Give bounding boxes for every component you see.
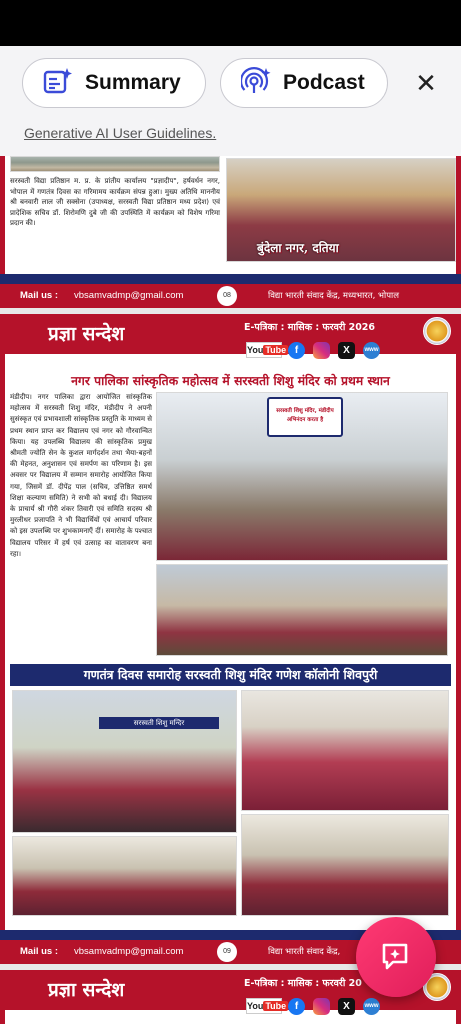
photo-datia [226,158,456,262]
photo-top-left [10,156,220,172]
facebook-icon[interactable]: f [288,998,305,1015]
magazine-title: प्रज्ञा सन्देश [48,323,125,345]
www-icon[interactable]: www [363,342,380,359]
article-text-prev: सरस्वती विद्या प्रतिष्ठान म. प्र. के प्रांतीय कार्यालय "प्रज्ञादीप", हर्षवर्धन नगर, भोपाल में गणतंत्र दिवस का गरिमामय कार्यक्रम संपन्न हुआ। मुख्य अतिथि माननीय श्री बनवारी लाल जी सक्सेना (उपाध्यक्ष, सरस्वती विद्या प्रतिष्ठान मध्य प्रदेश) एवं प्रादेशिक सचिव डॉ. शिरोमणि दुबे जी की उपस्थिति में कार्यक्रम को विशेष गरिमा प्रदान की। [10,177,220,227]
page-number: 09 [217,942,237,962]
footer-org: विद्या भारती संवाद केंद्र, [268,947,341,957]
close-icon[interactable]: ✕ [415,69,437,99]
magazine-title: प्रज्ञा सन्देश [48,979,125,1001]
youtube-icon[interactable]: You Tube [246,342,282,358]
x-icon[interactable]: X [338,998,355,1015]
facebook-icon[interactable]: f [288,342,305,359]
footer-mail-label: Mail us : [20,946,59,957]
photo-caption-datia: बुंदेला नगर, दतिया [257,241,339,255]
photo-school-building [12,690,237,833]
footer-org: विद्या भारती संवाद केंद्र, मध्यभारत, भोपाल [268,291,400,301]
headline-culture-fest: नगर पालिका सांस्कृतिक महोत्सव में सरस्वती शिशु मंदिर को प्रथम स्थान [71,373,390,388]
summary-sparkle-icon [43,67,73,99]
footer-mail-label: Mail us : [20,290,59,301]
ai-guidelines-link[interactable]: Generative AI User Guidelines. [24,125,217,141]
photo-assembly [12,836,237,916]
photo-award-ceremony [156,392,448,561]
photo-parade [241,814,449,916]
status-bar [0,0,461,46]
x-icon[interactable]: X [338,342,355,359]
headline-republic-day: गणतंत्र दिवस समारोह सरस्वती शिशु मंदिर गणेश कॉलोनी शिवपुरी [10,664,451,686]
page-footer-prev [0,284,461,308]
summary-label: Summary [85,71,181,94]
podcast-button[interactable] [220,58,388,108]
photo-group [156,564,448,656]
school-sign: सरस्वती शिशु मन्दिर [99,717,219,729]
youtube-icon[interactable]: You Tube [246,998,282,1014]
social-links [246,996,388,1016]
summary-button[interactable] [22,58,206,108]
instagram-icon[interactable] [313,342,330,359]
page-border-left [0,314,5,934]
org-logo-icon [423,317,451,345]
page-number: 08 [217,286,237,306]
ai-assistant-fab[interactable] [356,917,436,997]
www-icon[interactable]: www [363,998,380,1015]
footer-mail-value[interactable]: vbsamvadmp@gmail.com [74,290,184,301]
article-body: मंडीदीप। नगर पालिका द्वारा आयोजित सांस्कृतिक महोत्सव में सरस्वती शिशु मंदिर, मंडीदीप ने अपनी सुसंस्कृत एवं प्रभावशाली सांस्कृतिक प्रस्तुति के माध्यम से प्रथम स्थान प्राप्त कर विद्यालय एवं नगर को गौरवान्वित किया। यह उपलब्धि विद्यालय की सांस्कृतिक प्रमुख श्रीमती ज्योति सेन के कुशल मार्गदर्शन तथा भैया-बहनों की मेहनत, अनुशासन एवं समर्पण का परिणाम है। इस अवसर पर विद्यालय में सम्मान समारोह आयोजित किया गया, जिसमें डॉ. दीपेंद्र पाल (सचिव, उत्तिष्ठित समर्थ शिक्षा कल्याण समिति) ने सभी को बधाई दी। विद्यालय के प्राचार्य श्री गौरी शंकर तिवारी एवं समिति सदस्य श्री मुरलीधर प्रजापति ने भी विद्यार्थियों एवं आचार्य परिवार को इस उपलब्धि पर शुभकामनाएँ दीं। समारोह के पश्चात विद्यालय परिसर में हर्ष एवं उत्साह का वातावरण बना रहा। [10,393,152,558]
podcast-sparkle-icon [241,67,271,99]
social-links [246,340,388,360]
footer-mail-value[interactable]: vbsamvadmp@gmail.com [74,946,184,957]
page-border-right [456,314,461,934]
edition-label: E-पत्रिका : मासिक : फरवरी 2026 [244,322,376,333]
instagram-icon[interactable] [313,998,330,1015]
edition-label: E-पत्रिका : मासिक : फरवरी 20 [244,978,362,989]
pdf-document-view[interactable] [0,156,461,1024]
photo-students-flags [241,690,449,811]
podcast-label: Podcast [283,71,365,94]
page-header [0,314,461,354]
award-banner: सरस्वती शिशु मंदिर, मंडीदीप अभिनंदन करता है [267,397,343,437]
